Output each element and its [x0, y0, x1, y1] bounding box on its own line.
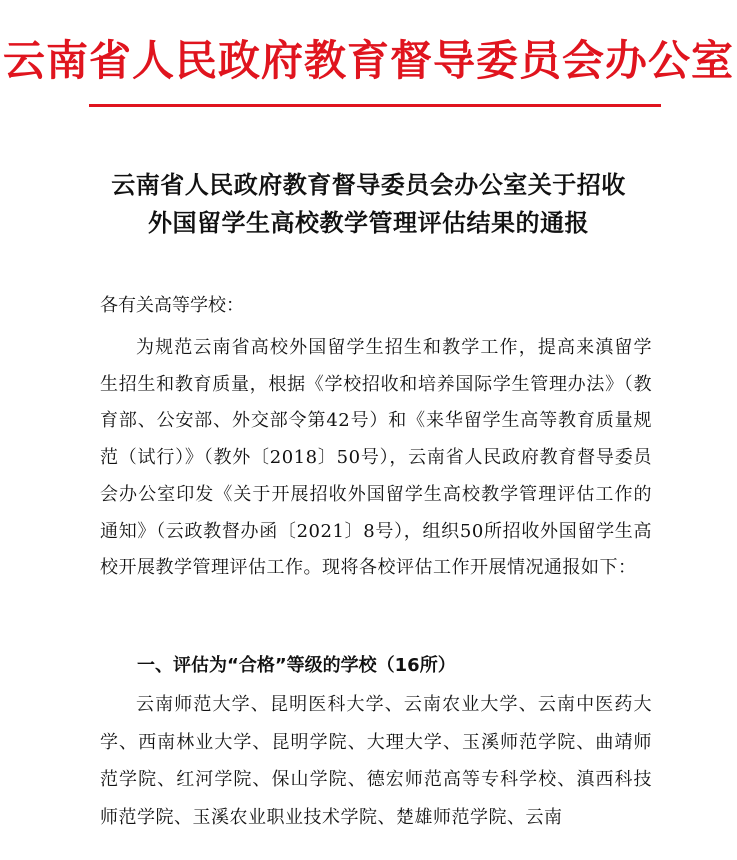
- document-title-line-2: 外国留学生高校教学管理评估结果的通报: [148, 208, 589, 237]
- red-divider-line: [89, 104, 661, 107]
- document-title-line-1: 云南省人民政府教育督导委员会办公室关于招收: [111, 170, 626, 199]
- section-heading-qualified: 一、评估为“合格”等级的学校（16所）: [137, 655, 456, 676]
- issuer-masthead: 云南省人民政府教育督导委员会办公室: [2, 36, 734, 85]
- qualified-school-list: 云南师范大学、昆明医科大学、云南农业大学、云南中医药大学、西南林业大学、昆明学院、大理大学、玉溪师范学院、曲靖师范学院、红河学院、保山学院、德宏师范高等专科学校、滇西科技师范学院、玉溪农业职业技术学院、楚雄师范学院、云南: [100, 694, 652, 828]
- body-paragraph: 为规范云南省高校外国留学生招生和教学工作，提高来滇留学生招生和教育质量，根据《学校招收和培养国际学生管理办法》（教育部、公安部、外交部令第42号）和《来华留学生高等教育质量规范（试行）》（教外〔2018〕50号），云南省人民政府教育督导委员会办公室印发《关于开展招收外国留学生高校教学管理评估工作的通知》（云政教督办函〔2021〕8号），组织50所招收外国留学生高校开展教学管理评估工作。现将各校评估工作开展情况通报如下：: [100, 337, 652, 579]
- salutation: 各有关高等学校：: [100, 295, 244, 316]
